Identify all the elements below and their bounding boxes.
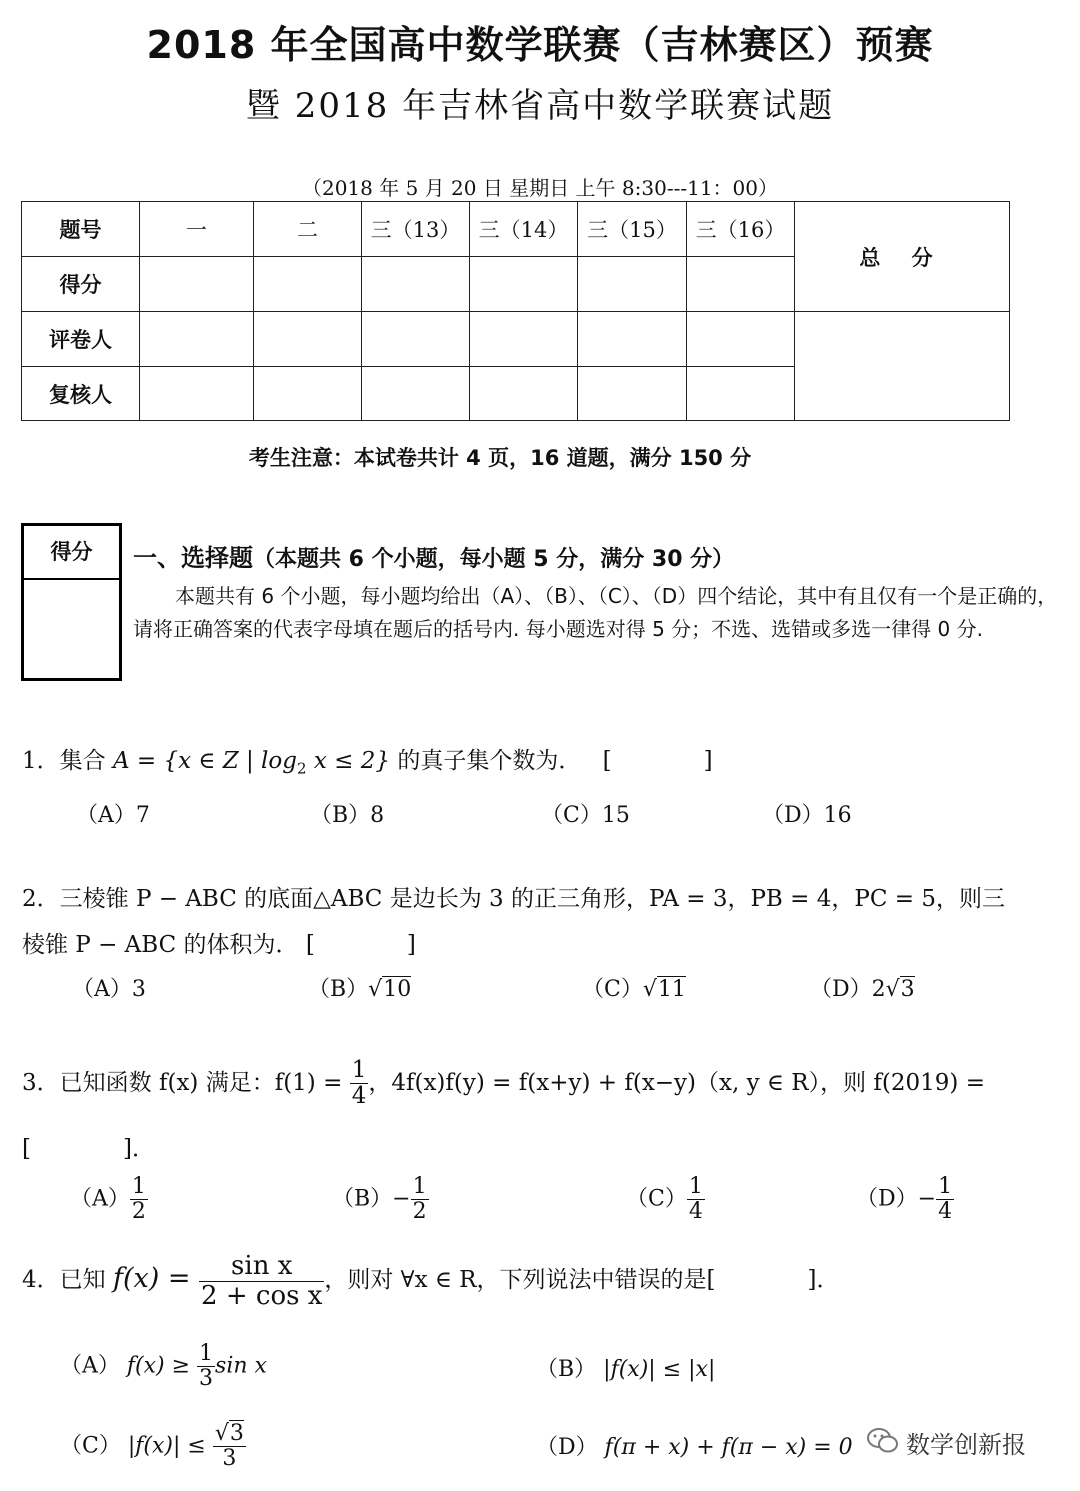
- table-cell: [578, 257, 687, 312]
- question-text: 的真子集个数为．: [397, 748, 582, 774]
- question-2: [22, 876, 1072, 968]
- fraction-denominator: 2: [412, 1199, 427, 1225]
- option-radicand: 3: [900, 977, 915, 1002]
- option-d[interactable]: [536, 1430, 853, 1461]
- option-radicand: 3: [229, 1421, 244, 1446]
- table-cell: [362, 312, 470, 367]
- watermark-text: 数学创新报: [906, 1431, 1026, 1459]
- option-c[interactable]: [626, 1175, 705, 1224]
- table-header-cell: 二: [254, 202, 362, 257]
- table-header-cell: 题号: [22, 202, 140, 257]
- fraction-numerator: 1: [199, 1341, 214, 1366]
- option-b[interactable]: [310, 798, 384, 829]
- fraction-denominator: 3: [222, 1446, 237, 1472]
- section-title: [133, 538, 734, 573]
- table-cell: [254, 257, 362, 312]
- table-row: [22, 312, 1010, 367]
- option-radicand: 11: [657, 977, 686, 1002]
- option-label: （C）: [60, 1433, 121, 1459]
- section-description: 本题共有 6 个小题，每小题均给出（A）、（B）、（C）、（D）四个结论，其中有且仅有一个是正确的，请将正确答案的代表字母填在题后的括号内. 每小题选对得 5 分；不选、选错或多选一律得 0 分.: [133, 584, 1058, 641]
- option-d[interactable]: （D）2√3: [810, 977, 915, 1002]
- table-header-cell: 三（14）: [470, 202, 578, 257]
- paper-title: 2018 年全国高中数学联赛（吉林赛区）预赛: [146, 23, 934, 67]
- option-value: 16: [823, 803, 852, 828]
- table-header-cell: 一: [140, 202, 254, 257]
- option-radicand: 10: [383, 977, 412, 1002]
- section-title-main: 一、选择题: [133, 544, 253, 572]
- math-subscript: 2: [297, 759, 307, 778]
- table-cell: [362, 367, 470, 421]
- table-header-cell: 三（15）: [578, 202, 687, 257]
- total-score-cell: [795, 312, 1010, 421]
- option-label: （D）: [856, 1186, 918, 1212]
- option-label: （B）: [536, 1357, 597, 1382]
- fraction-denominator: 2 + cos x: [201, 1280, 323, 1311]
- option-c[interactable]: （C）√11: [582, 977, 686, 1002]
- option-sign: −: [392, 1186, 411, 1212]
- exam-time: （2018 年 5 月 20 日 星期日 上午 8:30---11：00）: [301, 176, 778, 200]
- option-label: （A）: [60, 1353, 120, 1379]
- math-fraction: [411, 1175, 429, 1224]
- math-fraction: [687, 1175, 705, 1224]
- fraction-denominator: 4: [938, 1199, 953, 1225]
- math-fraction: [130, 1175, 148, 1224]
- math-expr: f(x) =: [112, 1263, 200, 1295]
- math-expr: |f(x)| ≤ |x|: [603, 1357, 716, 1382]
- row-label: 复核人: [22, 367, 140, 421]
- question-4: [22, 1252, 839, 1310]
- option-c[interactable]: [541, 798, 630, 829]
- question-text: ，4f(x)f(y) = f(x+y) + f(x−y)（x, y ∈ R），则 f(2019) =: [368, 1069, 985, 1096]
- option-a[interactable]: [72, 972, 146, 1003]
- math-expr: f(π + x) + f(π − x) = 0: [604, 1435, 853, 1460]
- fraction-numerator: 1: [412, 1174, 427, 1199]
- question-text: 三棱锥 P − ABC 的底面△ABC 是边长为 3 的正三角形，PA = 3，PB = 4，PC = 5，则三: [59, 886, 1005, 912]
- option-d[interactable]: [856, 1175, 954, 1224]
- question-number: 1．: [22, 748, 60, 774]
- option-b[interactable]: [332, 1175, 429, 1224]
- option-label: （D）: [762, 803, 824, 828]
- fraction-denominator: 2: [131, 1199, 146, 1225]
- question-text: 集合: [59, 748, 106, 774]
- fraction-numerator: 1: [351, 1057, 367, 1083]
- table-cell: [254, 312, 362, 367]
- answer-bracket[interactable]: [ ]．: [22, 1136, 155, 1162]
- fraction-numerator: 1: [131, 1174, 146, 1199]
- option-sign: −: [917, 1186, 937, 1212]
- question-text: 棱锥 P − ABC 的体积为．: [22, 932, 299, 958]
- section-score-label: 得分: [24, 526, 119, 580]
- option-label: （B）: [308, 977, 369, 1002]
- question-number: 2．: [22, 886, 60, 912]
- math-expr: sin x: [215, 1353, 267, 1379]
- exam-notice: 考生注意：本试卷共计 4 页，16 道题，满分 150 分: [248, 446, 752, 470]
- option-b[interactable]: [536, 1352, 715, 1383]
- table-header-cell: 三（16）: [687, 202, 795, 257]
- fraction-numerator: 1: [938, 1174, 953, 1199]
- table-row: [22, 202, 1010, 257]
- option-coef: 2: [871, 977, 886, 1002]
- fraction-denominator: 3: [199, 1366, 214, 1392]
- question-1: [22, 742, 713, 778]
- table-cell: [362, 257, 470, 312]
- row-label: 得分: [22, 257, 140, 312]
- fraction-denominator: 4: [351, 1083, 367, 1110]
- math-fraction: [213, 1422, 246, 1471]
- math-fraction: [936, 1175, 954, 1224]
- answer-bracket[interactable]: [ ]: [305, 932, 416, 958]
- fraction-numerator: √3: [214, 1421, 244, 1446]
- score-table: [21, 201, 1010, 421]
- option-label: （C）: [626, 1186, 687, 1212]
- option-a[interactable]: [60, 1342, 267, 1391]
- total-score-header: 总 分: [795, 202, 1010, 312]
- math-expr: A = {x ∈ Z | log: [112, 748, 297, 774]
- answer-bracket[interactable]: [ ]: [602, 748, 713, 774]
- question-3: [22, 1058, 1078, 1110]
- question-number: 3．: [22, 1069, 60, 1096]
- table-cell: [578, 367, 687, 421]
- option-label: （A）: [70, 1186, 130, 1212]
- section-score-box: [21, 523, 122, 681]
- math-expr: f(x) ≥: [126, 1353, 198, 1379]
- math-fraction: [350, 1058, 369, 1110]
- row-label: 评卷人: [22, 312, 140, 367]
- option-value: 7: [135, 803, 150, 828]
- option-c[interactable]: [60, 1422, 246, 1471]
- fraction-numerator: sin x: [199, 1252, 324, 1282]
- table-cell: [578, 312, 687, 367]
- question-text: ，则对 ∀x ∈ R，下列说法中错误的是: [324, 1267, 707, 1294]
- table-cell: [687, 257, 795, 312]
- option-b[interactable]: （B）√10: [308, 977, 412, 1002]
- question-number: 4．: [22, 1267, 60, 1294]
- option-value: 8: [370, 803, 385, 828]
- math-expr: x ≤ 2}: [306, 748, 390, 774]
- math-fraction: [197, 1342, 215, 1391]
- table-cell: [687, 312, 795, 367]
- paper-subtitle: 暨 2018 年吉林省高中数学联赛试题: [245, 86, 835, 126]
- option-value: 15: [601, 803, 630, 828]
- math-fraction: [199, 1252, 324, 1310]
- fraction-denominator: 4: [688, 1199, 703, 1225]
- wechat-icon: [866, 1427, 900, 1455]
- option-label: （A）: [72, 977, 132, 1002]
- option-d[interactable]: [762, 798, 852, 829]
- question-text: 已知: [59, 1267, 106, 1294]
- option-label: （D）: [810, 977, 872, 1002]
- table-cell: [140, 367, 254, 421]
- option-value: 3: [131, 977, 146, 1002]
- option-a[interactable]: [70, 1175, 148, 1224]
- option-label: （B）: [332, 1186, 393, 1212]
- table-cell: [470, 367, 578, 421]
- question-text: 已知函数 f(x) 满足：f(1) =: [59, 1069, 350, 1096]
- table-cell: [687, 367, 795, 421]
- option-label: （C）: [582, 977, 643, 1002]
- option-label: （A）: [76, 803, 136, 828]
- table-cell: [470, 257, 578, 312]
- section-title-sub: （本题共 6 个小题，每小题 5 分，满分 30 分）: [253, 547, 735, 572]
- table-cell: [140, 312, 254, 367]
- math-expr: |f(x)| ≤: [127, 1433, 213, 1459]
- table-header-cell: 三（13）: [362, 202, 470, 257]
- answer-bracket[interactable]: [ ]．: [706, 1267, 840, 1294]
- option-label: （B）: [310, 803, 371, 828]
- table-cell: [140, 257, 254, 312]
- table-cell: [470, 312, 578, 367]
- option-a[interactable]: [76, 798, 150, 829]
- option-label: （D）: [536, 1435, 598, 1460]
- fraction-numerator: 1: [688, 1174, 703, 1199]
- option-label: （C）: [541, 803, 602, 828]
- table-cell: [254, 367, 362, 421]
